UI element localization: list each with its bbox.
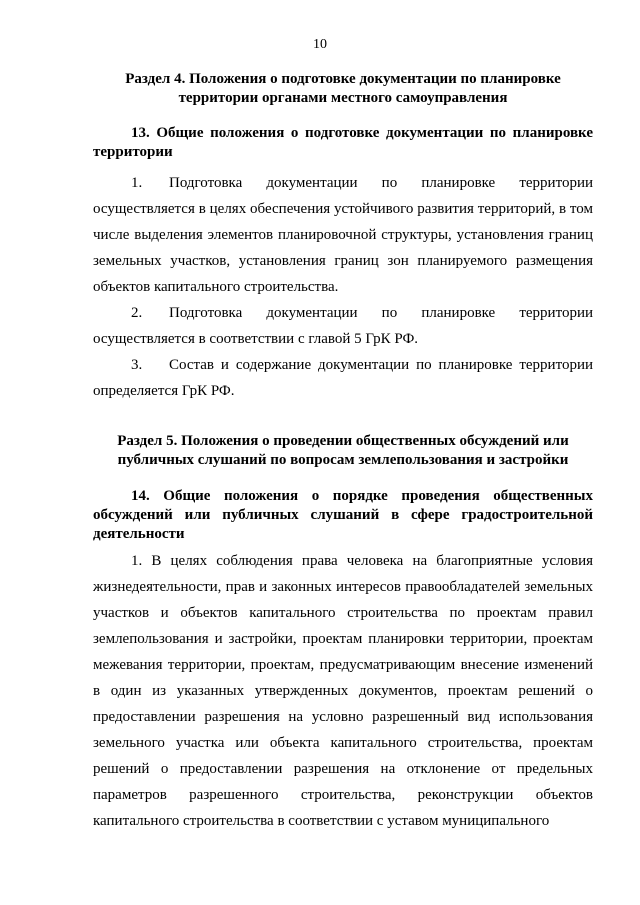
item-number: 1. xyxy=(131,175,143,191)
item-text: Подготовка документации по планировке территории осуществляется в целях обеспечения устойчивого развития территорий, в том числе выделения элементов планировочной структуры, установления границ земельных участков, установления границ зон планируемого размещения объектов капитального строительства. xyxy=(93,175,593,295)
section-4-title xyxy=(113,70,573,108)
subsection-14-item-1: 1. В целях соблюдения права человека на благоприятные условия жизнедеятельности, прав и законных интересов правообладателей земельных участков и объектов капитального строительства по проектам правил землепользования и застройки, проектам планировки территории, проектам межевания территории, проектам, предусматривающим внесение изменений в один из указанных утвержденных документов, проектам решений о предоставлении разрешения на условно разрешенный вид использования земельного участка или объекта капитального строительства, проектам решений о предоставлении разрешения на отклонение от предельных параметров разрешенного строительства, реконструкции объектов капитального строительства в соответствии с уставом муниципального xyxy=(93,553,593,829)
section-4-title-line-1: Раздел 4. Положения о подготовке документации по планировке xyxy=(125,71,561,87)
section-5-title xyxy=(113,432,573,470)
subsection-14-title: 14. Общие положения о порядке проведения общественных обсуждений или публичных слушаний в сфере градостроительной деятельности xyxy=(93,488,593,542)
section-4-title-line-2: территории органами местного самоуправления xyxy=(178,90,508,106)
item-text: Подготовка документации по планировке территории осуществляется в соответствии с главой 5 ГрК РФ. xyxy=(93,305,593,347)
section-5-title-line-1: Раздел 5. Положения о проведении общественных обсуждений или xyxy=(117,433,569,449)
subsection-13-title: 13. Общие положения о подготовке документации по планировке территории xyxy=(93,125,593,160)
subsection-13-item-3 xyxy=(93,352,593,404)
section-5-title-line-2: публичных слушаний по вопросам землепользования и застройки xyxy=(117,452,569,468)
page-number: 10 xyxy=(313,37,327,52)
item-text: Состав и содержание документации по планировке территории определяется ГрК РФ. xyxy=(93,357,593,399)
item-number: 2. xyxy=(131,305,143,321)
subsection-13-item-1 xyxy=(93,170,593,300)
subsection-13-item-2 xyxy=(93,300,593,352)
item-number: 3. xyxy=(131,357,143,373)
